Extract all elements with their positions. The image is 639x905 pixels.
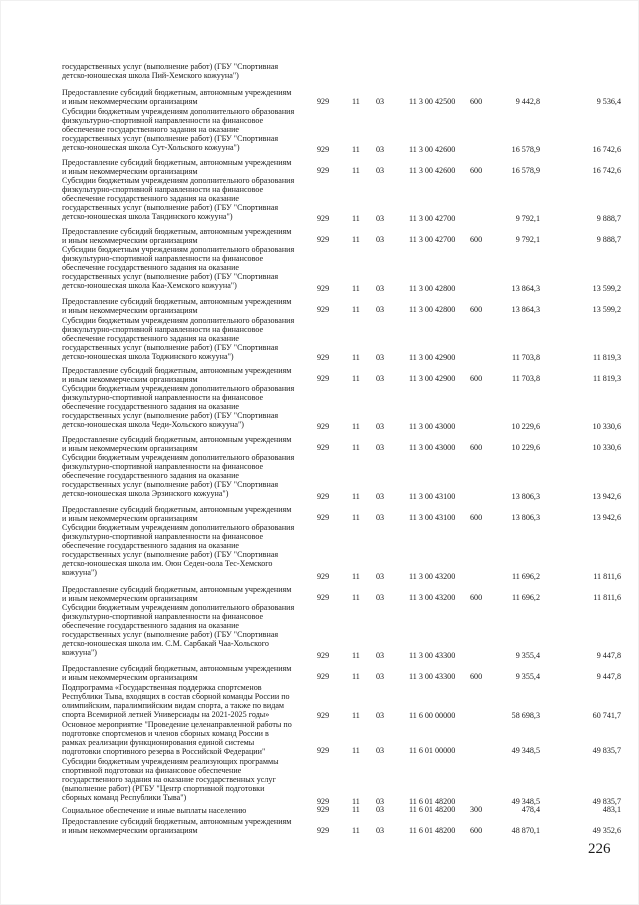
row-description [62, 384, 308, 429]
subsection-code-cell: 03 [376, 492, 385, 501]
description-line: Предоставление субсидий бюджетным, автономным учреждениям [62, 435, 292, 444]
section-code-cell: 11 [352, 672, 360, 681]
grbs-code-cell: 929 [317, 593, 330, 602]
description-line: детско-юношеская школа Тандинского кожууна") [62, 212, 233, 222]
subsection-code-cell: 03 [376, 166, 385, 175]
section-code-cell: 11 [352, 145, 360, 154]
description-line: детско-юношеская школа Чеди-Хольского кожууна") [62, 420, 244, 430]
grbs-code-cell: 929 [317, 513, 330, 522]
grbs-code-cell: 929 [317, 711, 330, 720]
amount-year-1-cell: 11 703,8 [511, 353, 540, 362]
description-line: Предоставление субсидий бюджетным, автономным учреждениям [62, 366, 292, 375]
row-description [62, 757, 308, 802]
description-line: Предоставление субсидий бюджетным, автономным учреждениям [62, 505, 292, 514]
description-line: физкультурно-спортивной направленности на финансовое [62, 185, 264, 195]
grbs-code-cell: 929 [317, 374, 330, 383]
target-article-cell: 11 3 00 43200 [409, 572, 456, 581]
amount-year-1-cell: 11 696,2 [511, 572, 540, 581]
description-line: и иным некоммерческим организациям [62, 306, 198, 316]
amount-year-2-cell: 49 835,7 [592, 797, 621, 806]
grbs-code-cell: 929 [317, 166, 330, 175]
section-code-cell: 11 [352, 513, 360, 522]
description-line: государственных услуг (выполнение работ) (ГБУ "Спортивная [62, 272, 279, 282]
row-description [62, 664, 308, 682]
grbs-code-cell: 929 [317, 572, 330, 581]
row-description [62, 316, 308, 361]
description-line: и иным некоммерческим организациям [62, 97, 198, 107]
row-description [62, 585, 308, 603]
description-line: Предоставление субсидий бюджетным, автономным учреждениям [62, 88, 292, 97]
description-line: детско-юношеская школа им. Оюн Седен-оола Тес-Хемского [62, 559, 273, 569]
amount-year-1-cell: 9 355,4 [515, 672, 540, 681]
subsection-code-cell: 03 [376, 593, 385, 602]
description-line: Предоставление субсидий бюджетным, автономным учреждениям [62, 664, 292, 673]
amount-year-1-cell: 13 864,3 [511, 284, 540, 293]
amount-year-1-cell: 49 348,5 [511, 797, 540, 806]
subsection-code-cell: 03 [376, 284, 385, 293]
row-description [62, 245, 308, 290]
row-description [62, 817, 308, 835]
section-code-cell: 11 [352, 235, 360, 244]
amount-year-1-cell: 13 864,3 [511, 305, 540, 314]
section-code-cell: 11 [352, 746, 360, 755]
subsection-code-cell: 03 [376, 711, 385, 720]
grbs-code-cell: 929 [317, 805, 330, 814]
description-line: Субсидии бюджетным учреждениям дополнительного образования [62, 523, 295, 532]
grbs-code-cell: 929 [317, 353, 330, 362]
description-line: кожууна") [62, 648, 97, 658]
description-line: обеспечение государственного задания на оказание [62, 194, 239, 204]
section-code-cell: 11 [352, 711, 360, 720]
expense-type-cell: 300 [470, 805, 483, 814]
amount-year-2-cell: 13 942,6 [592, 513, 621, 522]
description-line: Предоставление субсидий бюджетным, автономным учреждениям [62, 227, 292, 236]
description-line: Предоставление субсидий бюджетным, автономным учреждениям [62, 297, 292, 306]
grbs-code-cell: 929 [317, 305, 330, 314]
description-line: подготовки спортивного резерва в Российской Федерации" [62, 747, 266, 757]
expense-type-cell: 600 [470, 443, 483, 452]
page-number: 226 [588, 841, 611, 857]
target-article-cell: 11 3 00 42500 [409, 97, 456, 106]
description-line: физкультурно-спортивной направленности на финансовое [62, 532, 264, 542]
row-description [62, 158, 308, 176]
target-article-cell: 11 3 00 42600 [409, 145, 456, 154]
grbs-code-cell: 929 [317, 235, 330, 244]
description-line: Предоставление субсидий бюджетным, автономным учреждениям [62, 585, 292, 594]
description-line: детско-юношеская школа Тоджинского кожууна") [62, 352, 234, 362]
description-line: и иным некоммерческим организациям [62, 673, 198, 683]
amount-year-1-cell: 13 806,3 [511, 513, 540, 522]
row-description [62, 806, 308, 815]
grbs-code-cell: 929 [317, 797, 330, 806]
expense-type-cell: 600 [470, 374, 483, 383]
description-line: Субсидии бюджетным учреждениям реализующих программы [62, 757, 279, 766]
row-description [62, 505, 308, 523]
description-line: государственных услуг (выполнение работ) (ГБУ "Спортивная [62, 480, 279, 490]
description-line: государственных услуг (выполнение работ) (ГБУ "Спортивная [62, 203, 279, 213]
description-line: обеспечение государственного задания на оказание [62, 621, 239, 631]
section-code-cell: 11 [352, 593, 360, 602]
expense-type-cell: 600 [470, 166, 483, 175]
target-article-cell: 11 3 00 43200 [409, 593, 456, 602]
subsection-code-cell: 03 [376, 305, 385, 314]
description-line: Республики Тыва, входящих в состав сборной команды России по [62, 692, 290, 702]
subsection-code-cell: 03 [376, 826, 385, 835]
description-line: обеспечение государственного задания на оказание [62, 334, 239, 344]
description-line: государственного задания на оказание государственных услуг [62, 775, 276, 785]
section-code-cell: 11 [352, 443, 360, 452]
subsection-code-cell: 03 [376, 145, 385, 154]
amount-year-1-cell: 10 229,6 [511, 443, 540, 452]
section-code-cell: 11 [352, 492, 360, 501]
description-line: Предоставление субсидий бюджетным, автономным учреждениям [62, 158, 292, 167]
amount-year-1-cell: 9 792,1 [515, 235, 540, 244]
description-line: рамках реализации функционирования единой системы [62, 738, 255, 748]
expense-type-cell: 600 [470, 513, 483, 522]
target-article-cell: 11 6 01 48200 [409, 797, 456, 806]
section-code-cell: 11 [352, 166, 360, 175]
row-description [62, 62, 308, 80]
description-line: и иным некоммерческим организациям [62, 375, 198, 385]
row-description [62, 176, 308, 221]
subsection-code-cell: 03 [376, 443, 385, 452]
description-line: и иным некоммерческим организациям [62, 826, 198, 836]
row-description [62, 227, 308, 245]
row-description [62, 88, 308, 106]
amount-year-2-cell: 10 330,6 [592, 422, 621, 431]
target-article-cell: 11 3 00 43300 [409, 651, 456, 660]
amount-year-1-cell: 9 355,4 [515, 651, 540, 660]
description-line: Субсидии бюджетным учреждениям дополнительного образования [62, 384, 295, 393]
amount-year-1-cell: 49 348,5 [511, 746, 540, 755]
expense-type-cell: 600 [470, 235, 483, 244]
description-line: и иным некоммерческим организациям [62, 167, 198, 177]
description-line: физкультурно-спортивной направленности на финансовое [62, 116, 264, 126]
subsection-code-cell: 03 [376, 353, 385, 362]
amount-year-1-cell: 478,4 [521, 805, 540, 814]
target-article-cell: 11 3 00 43100 [409, 492, 456, 501]
target-article-cell: 11 3 00 42600 [409, 166, 456, 175]
section-code-cell: 11 [352, 284, 360, 293]
expense-type-cell: 600 [470, 305, 483, 314]
description-line: государственных услуг (выполнение работ) (ГБУ "Спортивная [62, 630, 279, 640]
description-line: обеспечение государственного задания на оказание [62, 263, 239, 273]
target-article-cell: 11 6 01 48200 [409, 826, 456, 835]
description-line: Социальное обеспечение и иные выплаты населению [62, 806, 247, 815]
target-article-cell: 11 3 00 42700 [409, 214, 456, 223]
description-line: сборных команд Республики Тыва") [62, 793, 187, 803]
description-line: Субсидии бюджетным учреждениям дополнительного образования [62, 176, 295, 185]
description-line: физкультурно-спортивной направленности на финансовое [62, 612, 264, 622]
amount-year-2-cell: 9 447,8 [596, 672, 621, 681]
grbs-code-cell: 929 [317, 97, 330, 106]
subsection-code-cell: 03 [376, 805, 385, 814]
description-line: спортивной подготовки на финансовое обеспечение [62, 766, 242, 776]
description-line: обеспечение государственного задания на оказание [62, 471, 239, 481]
row-description [62, 435, 308, 453]
target-article-cell: 11 3 00 43000 [409, 422, 456, 431]
grbs-code-cell: 929 [317, 826, 330, 835]
amount-year-1-cell: 11 696,2 [511, 593, 540, 602]
description-line: государственных услуг (выполнение работ) (ГБУ "Спортивная [62, 134, 279, 144]
subsection-code-cell: 03 [376, 651, 385, 660]
description-line: государственных услуг (выполнение работ) (ГБУ "Спортивная [62, 550, 279, 560]
row-description [62, 453, 308, 498]
amount-year-1-cell: 16 578,9 [511, 145, 540, 154]
description-line: детско-юношеская школа Эрзинского кожууна") [62, 489, 229, 499]
row-description [62, 366, 308, 384]
description-line: обеспечение государственного задания на оказание [62, 541, 239, 551]
grbs-code-cell: 929 [317, 422, 330, 431]
target-article-cell: 11 3 00 42800 [409, 305, 456, 314]
target-article-cell: 11 3 00 43100 [409, 513, 456, 522]
amount-year-2-cell: 483,1 [602, 805, 621, 814]
grbs-code-cell: 929 [317, 672, 330, 681]
target-article-cell: 11 3 00 42800 [409, 284, 456, 293]
target-article-cell: 11 6 01 00000 [409, 746, 456, 755]
row-description [62, 603, 308, 658]
target-article-cell: 11 6 00 00000 [409, 711, 456, 720]
description-line: детско-юношеская школа им. С.М. Сарбакай Чаа-Хольского [62, 639, 269, 649]
description-line: государственных услуг (выполнение работ) (ГБУ "Спортивная [62, 343, 279, 353]
section-code-cell: 11 [352, 572, 360, 581]
subsection-code-cell: 03 [376, 746, 385, 755]
grbs-code-cell: 929 [317, 284, 330, 293]
section-code-cell: 11 [352, 805, 360, 814]
description-line: детско-юношеская школа Сут-Хольского кожууна") [62, 143, 240, 153]
description-line: физкультурно-спортивной направленности на финансовое [62, 325, 264, 335]
target-article-cell: 11 3 00 42700 [409, 235, 456, 244]
description-line: Предоставление субсидий бюджетным, автономным учреждениям [62, 817, 292, 826]
description-line: физкультурно-спортивной направленности на финансовое [62, 254, 264, 264]
description-line: детско-юношеская школа Каа-Хемского кожууна") [62, 281, 237, 291]
description-line: подготовке спортсменов и членов сборных команд России в [62, 729, 269, 739]
section-code-cell: 11 [352, 826, 360, 835]
row-description [62, 720, 308, 756]
expense-type-cell: 600 [470, 593, 483, 602]
section-code-cell: 11 [352, 797, 360, 806]
subsection-code-cell: 03 [376, 214, 385, 223]
row-description [62, 683, 308, 719]
description-line: и иным некоммерческим организациям [62, 594, 198, 604]
description-line: Основное мероприятие "Проведение целенаправленной работы по [62, 720, 292, 729]
amount-year-2-cell: 9 536,4 [596, 97, 621, 106]
amount-year-1-cell: 48 870,1 [511, 826, 540, 835]
amount-year-1-cell: 11 703,8 [511, 374, 540, 383]
expense-type-cell: 600 [470, 672, 483, 681]
subsection-code-cell: 03 [376, 374, 385, 383]
target-article-cell: 11 3 00 43300 [409, 672, 456, 681]
description-line: государственных услуг (выполнение работ) (ГБУ "Спортивная [62, 62, 279, 71]
expense-type-cell: 600 [470, 826, 483, 835]
amount-year-1-cell: 9 792,1 [515, 214, 540, 223]
description-line: обеспечение государственного задания на оказание [62, 402, 239, 412]
section-code-cell: 11 [352, 422, 360, 431]
amount-year-2-cell: 13 942,6 [592, 492, 621, 501]
amount-year-1-cell: 9 442,8 [515, 97, 540, 106]
description-line: физкультурно-спортивной направленности на финансовое [62, 393, 264, 403]
grbs-code-cell: 929 [317, 651, 330, 660]
description-line: Субсидии бюджетным учреждениям дополнительного образования [62, 453, 295, 462]
amount-year-2-cell: 13 599,2 [592, 284, 621, 293]
section-code-cell: 11 [352, 305, 360, 314]
expense-type-cell: 600 [470, 97, 483, 106]
target-article-cell: 11 3 00 42900 [409, 374, 456, 383]
section-code-cell: 11 [352, 651, 360, 660]
description-line: (выполнение работ) (РГБУ "Центр спортивной подготовки [62, 784, 265, 794]
amount-year-2-cell: 11 811,6 [593, 593, 621, 602]
description-line: Субсидии бюджетным учреждениям дополнительного образования [62, 245, 295, 254]
target-article-cell: 11 6 01 48200 [409, 805, 456, 814]
subsection-code-cell: 03 [376, 422, 385, 431]
amount-year-2-cell: 13 599,2 [592, 305, 621, 314]
description-line: детско-юношеская школа Пий-Хемского кожууна") [62, 71, 239, 81]
description-line: Субсидии бюджетным учреждениям дополнительного образования [62, 603, 295, 612]
description-line: кожууна") [62, 568, 97, 578]
description-line: Субсидии бюджетным учреждениям дополнительного образования [62, 316, 295, 325]
row-description [62, 107, 308, 152]
description-line: олимпийским, паралимпийским видам спорта, а также по видам [62, 701, 285, 711]
description-line: обеспечение государственного задания на оказание [62, 125, 239, 135]
amount-year-2-cell: 9 888,7 [596, 214, 621, 223]
target-article-cell: 11 3 00 43000 [409, 443, 456, 452]
description-line: спорта Всемирной летней Универсиады на 2021-2025 годы» [62, 710, 270, 720]
amount-year-1-cell: 10 229,6 [511, 422, 540, 431]
subsection-code-cell: 03 [376, 513, 385, 522]
row-description [62, 297, 308, 315]
amount-year-1-cell: 13 806,3 [511, 492, 540, 501]
section-code-cell: 11 [352, 353, 360, 362]
amount-year-2-cell: 49 835,7 [592, 746, 621, 755]
amount-year-2-cell: 16 742,6 [592, 145, 621, 154]
grbs-code-cell: 929 [317, 492, 330, 501]
amount-year-2-cell: 9 888,7 [596, 235, 621, 244]
description-line: и иным некоммерческим организациям [62, 514, 198, 524]
target-article-cell: 11 3 00 42900 [409, 353, 456, 362]
subsection-code-cell: 03 [376, 572, 385, 581]
amount-year-2-cell: 11 811,6 [593, 572, 621, 581]
amount-year-2-cell: 11 819,3 [592, 353, 621, 362]
grbs-code-cell: 929 [317, 214, 330, 223]
description-line: и иным некоммерческим организациям [62, 236, 198, 246]
subsection-code-cell: 03 [376, 672, 385, 681]
description-line: физкультурно-спортивной направленности на финансовое [62, 462, 264, 472]
description-line: Субсидии бюджетным учреждениям дополнительного образования [62, 107, 295, 116]
grbs-code-cell: 929 [317, 443, 330, 452]
subsection-code-cell: 03 [376, 97, 385, 106]
description-line: и иным некоммерческим организациям [62, 444, 198, 454]
grbs-code-cell: 929 [317, 145, 330, 154]
grbs-code-cell: 929 [317, 746, 330, 755]
section-code-cell: 11 [352, 214, 360, 223]
row-description [62, 523, 308, 578]
subsection-code-cell: 03 [376, 235, 385, 244]
amount-year-2-cell: 10 330,6 [592, 443, 621, 452]
amount-year-2-cell: 11 819,3 [592, 374, 621, 383]
amount-year-1-cell: 16 578,9 [511, 166, 540, 175]
section-code-cell: 11 [352, 97, 360, 106]
amount-year-2-cell: 60 741,7 [592, 711, 621, 720]
amount-year-1-cell: 58 698,3 [511, 711, 540, 720]
description-line: Подпрограмма «Государственная поддержка спортсменов [62, 683, 262, 692]
subsection-code-cell: 03 [376, 797, 385, 806]
section-code-cell: 11 [352, 374, 360, 383]
amount-year-2-cell: 49 352,6 [592, 826, 621, 835]
description-line: государственных услуг (выполнение работ) (ГБУ "Спортивная [62, 411, 279, 421]
amount-year-2-cell: 16 742,6 [592, 166, 621, 175]
amount-year-2-cell: 9 447,8 [596, 651, 621, 660]
